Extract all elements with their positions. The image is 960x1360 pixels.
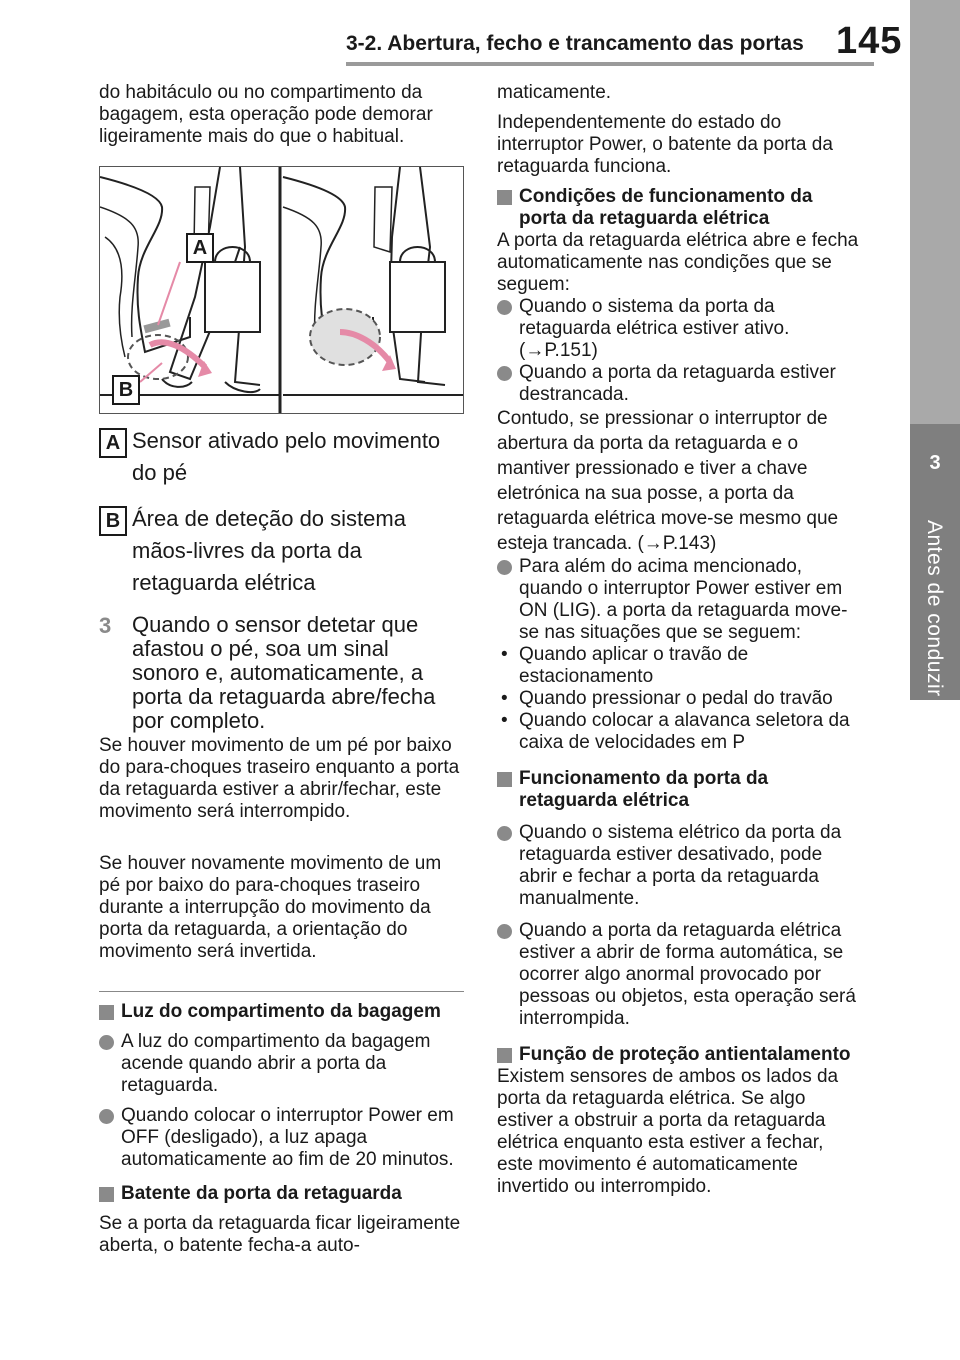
luz-heading xyxy=(99,1001,465,1023)
intro-text: do habitáculo ou no compartimento da bagagem, esta operação pode demorar ligeiramente mais do que o habitual. xyxy=(99,82,433,147)
callout-b: B xyxy=(112,375,140,405)
legend-a-marker: A xyxy=(99,428,127,458)
legend-b-text: Área de deteção do sistema mãos-livres da porta da retaguarda elétrica xyxy=(132,506,406,595)
func-bullet-2 xyxy=(497,920,863,1030)
legend-a-text: Sensor ativado pelo movimento do pé xyxy=(132,428,441,485)
batente-text: Se a porta da retaguarda ficar ligeiramente aberta, o batente fecha-a auto- xyxy=(99,1213,461,1256)
foot-kick-sensor-drawing xyxy=(100,167,463,413)
cond-intro: A porta da retaguarda elétrica abre e fecha automaticamente nas condições que se seguem: xyxy=(497,230,859,295)
luz-bullet-2-text: Quando colocar o interruptor Power em OFF (desligado), a luz apaga automaticamente ao fim de 20 minutos. xyxy=(121,1105,454,1170)
cond-bullet-2-text: Quando a porta da retaguarda estiver destrancada. xyxy=(519,362,836,405)
cond-bullet-3-text: Para além do acima mencionado, quando o interruptor Power estiver em ON (LIG). a porta da retaguarda move-se nas situações que se seguem: xyxy=(519,556,848,643)
dash-item-2: • Quando pressionar o pedal do travão xyxy=(501,688,833,709)
cond-heading-text: Condições de funcionamento da porta da retaguarda elétrica xyxy=(519,186,813,229)
dash-item-1: • Quando aplicar o travão de estacionamento xyxy=(501,644,749,687)
dash-item-1-text: Quando aplicar o travão de estacionamento xyxy=(519,644,749,687)
dash-item-3: • Quando colocar a alavanca seletora da caixa de velocidades em P xyxy=(501,710,850,753)
batente-heading-text: Batente da porta da retaguarda xyxy=(121,1183,402,1204)
luz-bullet-1-text: A luz do compartimento da bagagem acende quando abrir a porta da retaguarda. xyxy=(121,1031,431,1096)
cond-note: Contudo, se pressionar o interruptor de abertura da porta da retaguarda e o mantiver pressionado e tiver a chave eletrónica na sua posse, a porta da retaguarda elétrica move-se mesmo que esteja trancada. (→P.143) xyxy=(497,408,839,554)
side-margin-bar xyxy=(910,0,960,424)
cond-bullet-3 xyxy=(497,556,863,644)
section-divider xyxy=(99,991,464,992)
round-bullet-icon xyxy=(497,826,512,841)
independent-paragraph: Independentemente do estado do interruptor Power, o batente da porta da retaguarda funciona. xyxy=(497,112,833,177)
chapter-number: 3 xyxy=(929,452,941,474)
reverse-paragraph: Se houver novamente movimento de um pé por baixo do para-choques traseiro durante a interrupção do movimento da porta da retaguarda, a orientação do movimento será invertida. xyxy=(99,853,442,962)
func-bullet-1 xyxy=(497,822,863,910)
square-bullet-icon xyxy=(497,190,512,205)
cond-bullet-1 xyxy=(497,296,863,362)
chapter-label: Antes de conduzir xyxy=(923,520,946,697)
hands-free-tailgate-illustration xyxy=(99,166,464,414)
func-heading xyxy=(497,768,863,812)
step-3-text: Quando o sensor detetar que afastou o pé, soa um sinal sonoro e, automaticamente, a porta da retaguarda abre/fecha por completo. xyxy=(132,612,436,733)
luz-heading-text: Luz do compartimento da bagagem xyxy=(121,1001,441,1022)
square-bullet-icon xyxy=(497,772,512,787)
func-bullet-2-text: Quando a porta da retaguarda elétrica estiver a abrir de forma automática, se ocorrer algo anormal provocado por pessoas ou objetos, esta operação será interrompida. xyxy=(519,920,856,1029)
round-bullet-icon xyxy=(497,300,512,315)
func-bullet-1-text: Quando o sistema elétrico da porta da retaguarda estiver desativado, pode abrir e fechar a porta da retaguarda manualmente. xyxy=(519,822,842,909)
luz-bullet-2 xyxy=(99,1105,465,1171)
prot-text: Existem sensores de ambos os lados da porta da retaguarda elétrica. Se algo estiver a obstruir a porta da retaguarda elétrica enquanto esta estiver a fechar, este movimento é automaticamente invertido ou interrompido. xyxy=(497,1066,839,1197)
prot-heading xyxy=(497,1044,863,1066)
legend-b-marker: B xyxy=(99,506,127,536)
intro-paragraph xyxy=(99,82,465,148)
prot-heading-text: Função de proteção antientalamento xyxy=(519,1044,851,1065)
round-bullet-icon xyxy=(99,1109,114,1124)
round-bullet-icon xyxy=(497,560,512,575)
step-number: 3 xyxy=(99,613,112,638)
batente-heading xyxy=(99,1183,465,1205)
round-bullet-icon xyxy=(99,1035,114,1050)
continued-text: maticamente. xyxy=(497,82,612,103)
square-bullet-icon xyxy=(497,1048,512,1063)
section-header-title: 3-2. Abertura, fecho e trancamento das portas xyxy=(346,32,804,55)
dash-item-2-text: Quando pressionar o pedal do travão xyxy=(519,688,833,709)
callout-a: A xyxy=(186,233,214,263)
interrupt-paragraph: Se houver movimento de um pé por baixo do para-choques traseiro enquanto a porta da retaguarda estiver a abrir/fechar, este movimento será interrompido. xyxy=(99,735,460,822)
dash-item-3-text: Quando colocar a alavanca seletora da caixa de velocidades em P xyxy=(519,710,850,753)
square-bullet-icon xyxy=(99,1187,114,1202)
luz-section xyxy=(99,1001,465,1257)
luz-bullet-1 xyxy=(99,1031,465,1097)
round-bullet-icon xyxy=(497,366,512,381)
page-number: 145 xyxy=(836,20,903,62)
header-rule xyxy=(346,62,874,66)
cond-heading xyxy=(497,186,863,230)
square-bullet-icon xyxy=(99,1005,114,1020)
right-column xyxy=(497,82,863,1198)
round-bullet-icon xyxy=(497,924,512,939)
func-heading-text: Funcionamento da porta da retaguarda elétrica xyxy=(519,768,769,811)
cond-bullet-2 xyxy=(497,362,863,406)
cond-bullet-1-text: Quando o sistema da porta da retaguarda elétrica estiver ativo. (→P.151) xyxy=(519,296,790,361)
